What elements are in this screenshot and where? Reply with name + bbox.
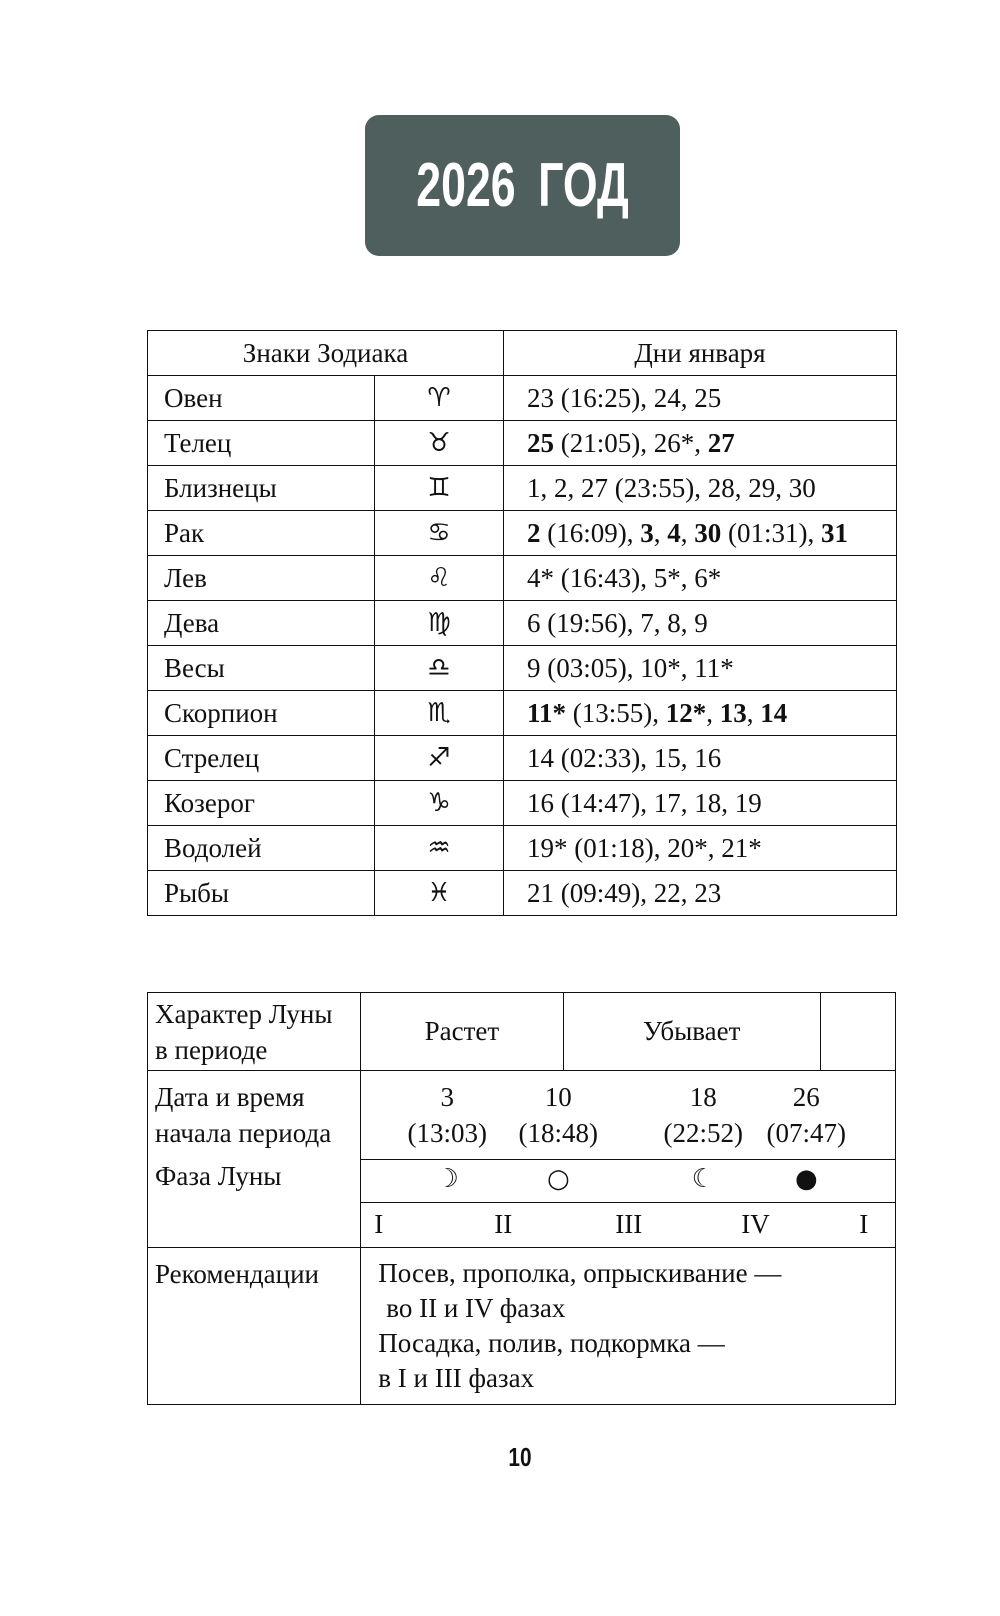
period-day: 3 xyxy=(440,1082,455,1112)
recommendations-label: Рекомендации xyxy=(148,1248,361,1405)
day-bold: 31 xyxy=(820,517,848,548)
phases-cell xyxy=(361,1160,896,1203)
date-phase-label xyxy=(148,1071,361,1248)
empty-cell xyxy=(820,993,895,1071)
date-label-line-1: Дата и время xyxy=(155,1082,305,1112)
period-start-date xyxy=(751,1079,861,1151)
title-box xyxy=(365,115,680,256)
day-bold: 11* xyxy=(527,697,567,728)
sign-days xyxy=(504,736,897,781)
zodiac-sign-icon: ♑︎ xyxy=(375,781,504,826)
zodiac-row xyxy=(148,376,897,421)
zodiac-sign-icon: ♎︎ xyxy=(375,646,504,691)
day-text: 16 (14:47), 17, 18, 19 xyxy=(527,787,762,818)
day-text: (13:55), xyxy=(566,697,666,728)
sign-days xyxy=(504,781,897,826)
period-time: (13:03) xyxy=(407,1118,488,1148)
sign-name: Рыбы xyxy=(148,871,375,916)
first-quarter-moon-icon: ☽ xyxy=(435,1164,459,1194)
zodiac-sign-icon: ♊︎ xyxy=(375,466,504,511)
zodiac-sign-icon: ♓︎ xyxy=(375,871,504,916)
period-day: 26 xyxy=(792,1082,820,1112)
moon-recommendations-row xyxy=(148,1248,896,1405)
zodiac-row xyxy=(148,646,897,691)
period-time: (07:47) xyxy=(766,1118,847,1148)
character-label-line-1: Характер Луны xyxy=(155,998,333,1029)
period-day: 10 xyxy=(544,1082,572,1112)
day-text: 9 (03:05), 10*, 11* xyxy=(527,652,734,683)
day-text: (16:25), 24, 25 xyxy=(554,382,722,413)
zodiac-sign-icon: ♋︎ xyxy=(375,511,504,556)
recommendation-line: во II и IV фазах xyxy=(386,1293,566,1323)
zodiac-row xyxy=(148,781,897,826)
zodiac-table xyxy=(147,330,897,916)
character-label xyxy=(148,993,361,1071)
day-text: , xyxy=(746,697,761,728)
header-signs: Знаки Зодиака xyxy=(148,331,504,376)
sign-name: Лев xyxy=(148,556,375,601)
sign-name: Овен xyxy=(148,376,375,421)
day-text: 14 (02:33), 15, 16 xyxy=(527,742,722,773)
phase-number: IV xyxy=(741,1209,770,1239)
sign-name: Телец xyxy=(148,421,375,466)
period-start-date xyxy=(392,1079,502,1151)
zodiac-sign-icon: ♏︎ xyxy=(375,691,504,736)
day-text: 23 xyxy=(527,382,554,413)
waning-cell: Убывает xyxy=(563,993,820,1071)
day-text: 4* (16:43), 5*, 6* xyxy=(527,562,722,593)
sign-days xyxy=(504,601,897,646)
day-text: , xyxy=(680,517,695,548)
sign-name: Водолей xyxy=(148,826,375,871)
phase-label: Фаза Луны xyxy=(155,1161,282,1191)
sign-name: Стрелец xyxy=(148,736,375,781)
recommendation-line: Посадка, полив, подкормка — xyxy=(378,1328,725,1358)
day-text: 19* (01:18), 20*, 21* xyxy=(527,832,762,863)
day-bold: 25 xyxy=(527,427,554,458)
day-text: (16:09), xyxy=(540,517,641,548)
page-number: 10 xyxy=(508,1442,532,1472)
zodiac-row xyxy=(148,511,897,556)
day-bold: 4 xyxy=(667,517,681,548)
sign-days xyxy=(504,691,897,736)
zodiac-sign-icon: ♌︎ xyxy=(375,556,504,601)
phase-numbers-cell xyxy=(361,1203,896,1248)
zodiac-row xyxy=(148,736,897,781)
zodiac-row xyxy=(148,556,897,601)
sign-name: Рак xyxy=(148,511,375,556)
new-moon-icon: ● xyxy=(794,1164,818,1194)
day-text: (01:31), xyxy=(721,517,821,548)
dates-grid xyxy=(361,1071,895,1159)
growing-cell: Растет xyxy=(361,993,563,1071)
zodiac-sign-icon: ♒︎ xyxy=(375,826,504,871)
phase-number: III xyxy=(615,1209,643,1239)
moon-table xyxy=(147,992,896,1405)
day-bold: 27 xyxy=(707,427,735,458)
day-text: 1, 2, 27 (23:55), 28, 29, 30 xyxy=(527,472,816,503)
sign-days xyxy=(504,556,897,601)
sign-days xyxy=(504,511,897,556)
day-text: , xyxy=(706,697,720,728)
sign-name: Скорпион xyxy=(148,691,375,736)
header-days: Дни января xyxy=(504,331,897,376)
day-bold: 14 xyxy=(760,697,788,728)
sign-name: Козерог xyxy=(148,781,375,826)
day-text: (21:05), 26*, xyxy=(554,427,708,458)
day-bold: 12* xyxy=(665,697,707,728)
sign-days xyxy=(504,646,897,691)
sign-name: Близнецы xyxy=(148,466,375,511)
day-text: , xyxy=(653,517,668,548)
recommendations-cell xyxy=(361,1248,896,1405)
phase-number: I xyxy=(859,1209,869,1239)
day-text: 6 (19:56), 7, 8, 9 xyxy=(527,607,708,638)
period-day: 18 xyxy=(689,1082,717,1112)
sign-days xyxy=(504,421,897,466)
zodiac-row xyxy=(148,421,897,466)
day-bold: 3 xyxy=(640,517,654,548)
period-start-date xyxy=(648,1079,758,1151)
zodiac-sign-icon: ♈︎ xyxy=(375,376,504,421)
moon-date-row xyxy=(148,1071,896,1160)
recommendation-line: в I и III фазах xyxy=(378,1363,535,1393)
day-bold: 13 xyxy=(719,697,747,728)
zodiac-row xyxy=(148,691,897,736)
zodiac-header-row xyxy=(148,331,897,376)
zodiac-rows xyxy=(148,376,897,916)
phases-grid xyxy=(361,1160,895,1202)
last-quarter-moon-icon: ☾ xyxy=(691,1164,715,1194)
sign-name: Весы xyxy=(148,646,375,691)
zodiac-sign-icon: ♐︎ xyxy=(375,736,504,781)
sign-days xyxy=(504,826,897,871)
moon-character-row xyxy=(148,993,896,1071)
dates-cell xyxy=(361,1071,896,1160)
phase-number: I xyxy=(374,1209,384,1239)
character-label-line-2: в периоде xyxy=(155,1034,268,1065)
phase-number: II xyxy=(494,1209,513,1239)
zodiac-sign-icon: ♍︎ xyxy=(375,601,504,646)
zodiac-sign-icon: ♉︎ xyxy=(375,421,504,466)
phase-numbers-grid xyxy=(361,1203,895,1247)
zodiac-row xyxy=(148,826,897,871)
zodiac-row xyxy=(148,601,897,646)
day-bold: 30 xyxy=(694,517,722,548)
recommendation-line: Посев, прополка, опрыскивание — xyxy=(378,1258,782,1288)
period-start-date xyxy=(503,1079,613,1151)
full-moon-icon: ○ xyxy=(546,1164,570,1194)
zodiac-row xyxy=(148,466,897,511)
sign-days xyxy=(504,376,897,421)
day-bold: 2 xyxy=(527,517,541,548)
period-time: (22:52) xyxy=(663,1118,744,1148)
date-label-line-2: начала периода xyxy=(155,1118,332,1148)
sign-days xyxy=(504,871,897,916)
day-text: 21 (09:49), 22, 23 xyxy=(527,877,722,908)
period-time: (18:48) xyxy=(518,1118,599,1148)
sign-name: Дева xyxy=(148,601,375,646)
sign-days xyxy=(504,466,897,511)
page-title: 2026 ГОД xyxy=(416,151,629,220)
zodiac-row xyxy=(148,871,897,916)
